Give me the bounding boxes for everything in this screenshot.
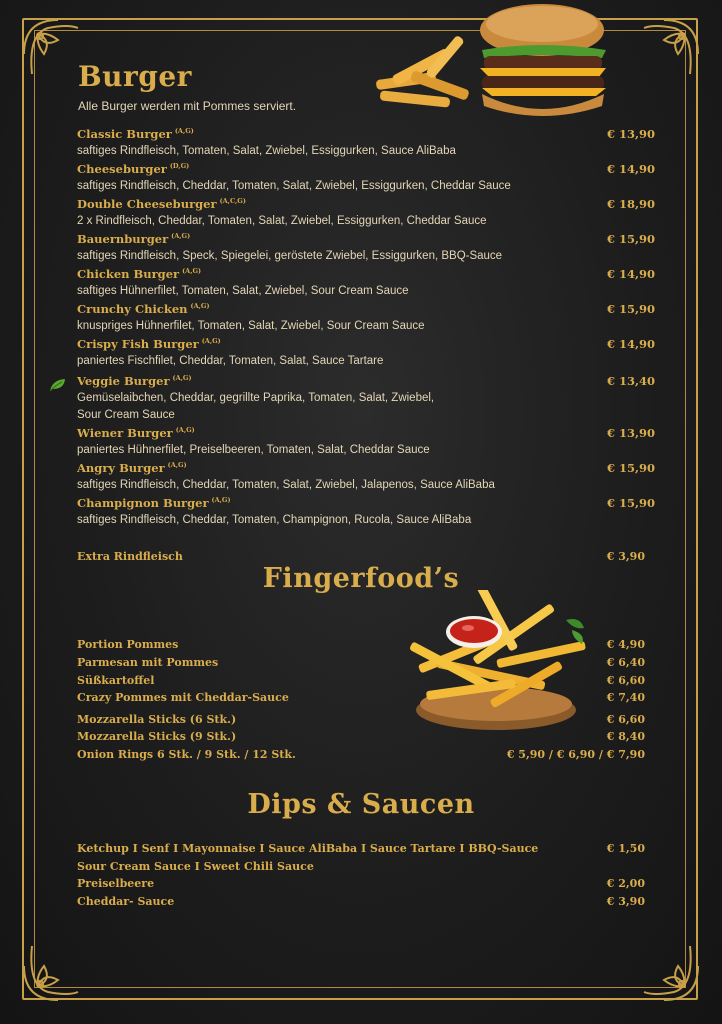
menu-item xyxy=(77,162,655,195)
corner-ornament-icon xyxy=(624,14,704,94)
item-price: € 7,40 xyxy=(606,691,645,704)
item-price: € 13,90 xyxy=(606,426,655,440)
item-description: Gemüselaibchen, Cheddar, gegrillte Paprika, Tomaten, Salat, Zwiebel, xyxy=(77,392,435,404)
item-name: Bauernburger $^{(A,G)}$ xyxy=(77,232,191,246)
item-name: Mozzarella Sticks (6 Stk.) xyxy=(77,713,237,726)
fingerfood-item xyxy=(77,730,645,743)
item-price: € 6,60 xyxy=(606,674,645,687)
burger-subtitle: Alle Burger werden mit Pommes serviert. xyxy=(78,99,297,113)
fingerfood-item xyxy=(77,748,645,761)
item-name: Wiener Burger $^{(A,G)}$ xyxy=(77,426,195,440)
item-price: € 14,90 xyxy=(606,337,655,351)
item-description-continued: Sour Cream Sauce xyxy=(77,409,175,421)
fingerfood-item xyxy=(77,691,645,704)
item-name: Onion Rings 6 Stk. / 9 Stk. / 12 Stk. xyxy=(77,748,296,761)
item-price: € 15,90 xyxy=(606,302,655,316)
dips-item xyxy=(77,860,645,873)
fingerfood-item xyxy=(77,674,645,687)
item-name: Preiselbeere xyxy=(77,877,155,890)
dips-item xyxy=(77,842,645,855)
item-price: € 6,60 xyxy=(606,713,645,726)
item-name: Crunchy Chicken $^{(A,G)}$ xyxy=(77,302,210,316)
menu-item xyxy=(77,127,655,160)
fingerfood-item xyxy=(77,713,645,726)
menu-item xyxy=(77,337,655,370)
item-name: Crazy Pommes mit Cheddar-Sauce xyxy=(77,691,289,704)
menu-item xyxy=(77,267,655,300)
item-price: € 1,50 xyxy=(606,842,645,855)
item-price: € 2,00 xyxy=(606,877,645,890)
item-price: € 4,90 xyxy=(606,638,645,651)
item-price: € 13,40 xyxy=(606,374,655,388)
menu-item xyxy=(77,232,655,265)
item-name: Sour Cream Sauce I Sweet Chili Sauce xyxy=(77,860,314,873)
section-title-dips: Dips & Saucen xyxy=(247,789,475,820)
section-title-fingerfood: Fingerfood’s xyxy=(262,563,460,594)
item-price: € 14,90 xyxy=(606,267,655,281)
item-name: Double Cheeseburger $^{(A,C,G)}$ xyxy=(77,197,246,211)
item-price: € 18,90 xyxy=(606,197,655,211)
item-description: saftiges Rindfleisch, Speck, Spiegelei, geröstete Zwiebel, Essiggurken, BBQ-Sauce xyxy=(77,250,503,262)
item-name: Crispy Fish Burger $^{(A,G)}$ xyxy=(77,337,221,351)
item-price: € 3,90 xyxy=(606,550,645,563)
item-name: Angry Burger $^{(A,G)}$ xyxy=(77,461,187,475)
item-price: € 15,90 xyxy=(606,496,655,510)
item-name: Extra Rindfleisch xyxy=(77,550,183,563)
corner-ornament-icon xyxy=(624,926,704,1006)
item-name: Cheeseburger $^{(D,G)}$ xyxy=(77,162,190,176)
item-price: € 6,40 xyxy=(606,656,645,669)
item-description: knuspriges Hühnerfilet, Tomaten, Salat, Zwiebel, Sour Cream Sauce xyxy=(77,320,425,332)
item-name: Champignon Burger $^{(A,G)}$ xyxy=(77,496,231,510)
item-description: saftiges Rindfleisch, Cheddar, Tomaten, Salat, Zwiebel, Jalapenos, Sauce AliBaba xyxy=(77,479,495,491)
fingerfood-item xyxy=(77,656,645,669)
burger-and-fries-image xyxy=(370,2,615,124)
menu-item xyxy=(77,426,655,459)
menu-item xyxy=(77,496,655,529)
item-price: € 5,90 / € 6,90 / € 7,90 xyxy=(506,748,645,761)
item-description: saftiges Rindfleisch, Cheddar, Tomaten, Champignon, Rucola, Sauce AliBaba xyxy=(77,514,472,526)
item-name: Süßkartoffel xyxy=(77,674,155,687)
item-price: € 13,90 xyxy=(606,127,655,141)
item-price: € 3,90 xyxy=(606,895,645,908)
veggie-leaf-icon xyxy=(49,378,67,392)
item-description: paniertes Hühnerfilet, Preiselbeeren, Tomaten, Salat, Cheddar Sauce xyxy=(77,444,430,456)
item-price: € 14,90 xyxy=(606,162,655,176)
dips-item xyxy=(77,877,645,890)
item-name: Chicken Burger $^{(A,G)}$ xyxy=(77,267,202,281)
item-price: € 15,90 xyxy=(606,232,655,246)
fingerfood-item xyxy=(77,638,645,651)
section-title-burger: Burger xyxy=(78,60,192,93)
dips-item xyxy=(77,895,645,908)
menu-item xyxy=(77,302,655,335)
menu-item xyxy=(77,197,655,230)
item-name: Veggie Burger $^{(A,G)}$ xyxy=(77,374,192,388)
item-description: 2 x Rindfleisch, Cheddar, Tomaten, Salat, Zwiebel, Essiggurken, Cheddar Sauce xyxy=(77,215,487,227)
item-description: paniertes Fischfilet, Cheddar, Tomaten, Salat, Sauce Tartare xyxy=(77,355,384,367)
item-description: saftiges Rindfleisch, Cheddar, Tomaten, Salat, Zwiebel, Essiggurken, Cheddar Sauce xyxy=(77,180,511,192)
item-name: Mozzarella Sticks (9 Stk.) xyxy=(77,730,237,743)
item-name: Portion Pommes xyxy=(77,638,179,651)
item-name: Classic Burger $^{(A,G)}$ xyxy=(77,127,194,141)
item-name: Parmesan mit Pommes xyxy=(77,656,219,669)
extra-item xyxy=(77,550,645,563)
item-description: saftiges Rindfleisch, Tomaten, Salat, Zwiebel, Essiggurken, Sauce AliBaba xyxy=(77,145,456,157)
corner-ornament-icon xyxy=(18,926,98,1006)
item-name: Cheddar- Sauce xyxy=(77,895,175,908)
menu-item xyxy=(77,374,655,424)
menu-item xyxy=(77,461,655,494)
item-name: Ketchup I Senf I Mayonnaise I Sauce AliBaba I Sauce Tartare I BBQ-Sauce xyxy=(77,842,539,855)
item-description: saftiges Hühnerfilet, Tomaten, Salat, Zwiebel, Sour Cream Sauce xyxy=(77,285,409,297)
item-price: € 8,40 xyxy=(606,730,645,743)
item-price: € 15,90 xyxy=(606,461,655,475)
